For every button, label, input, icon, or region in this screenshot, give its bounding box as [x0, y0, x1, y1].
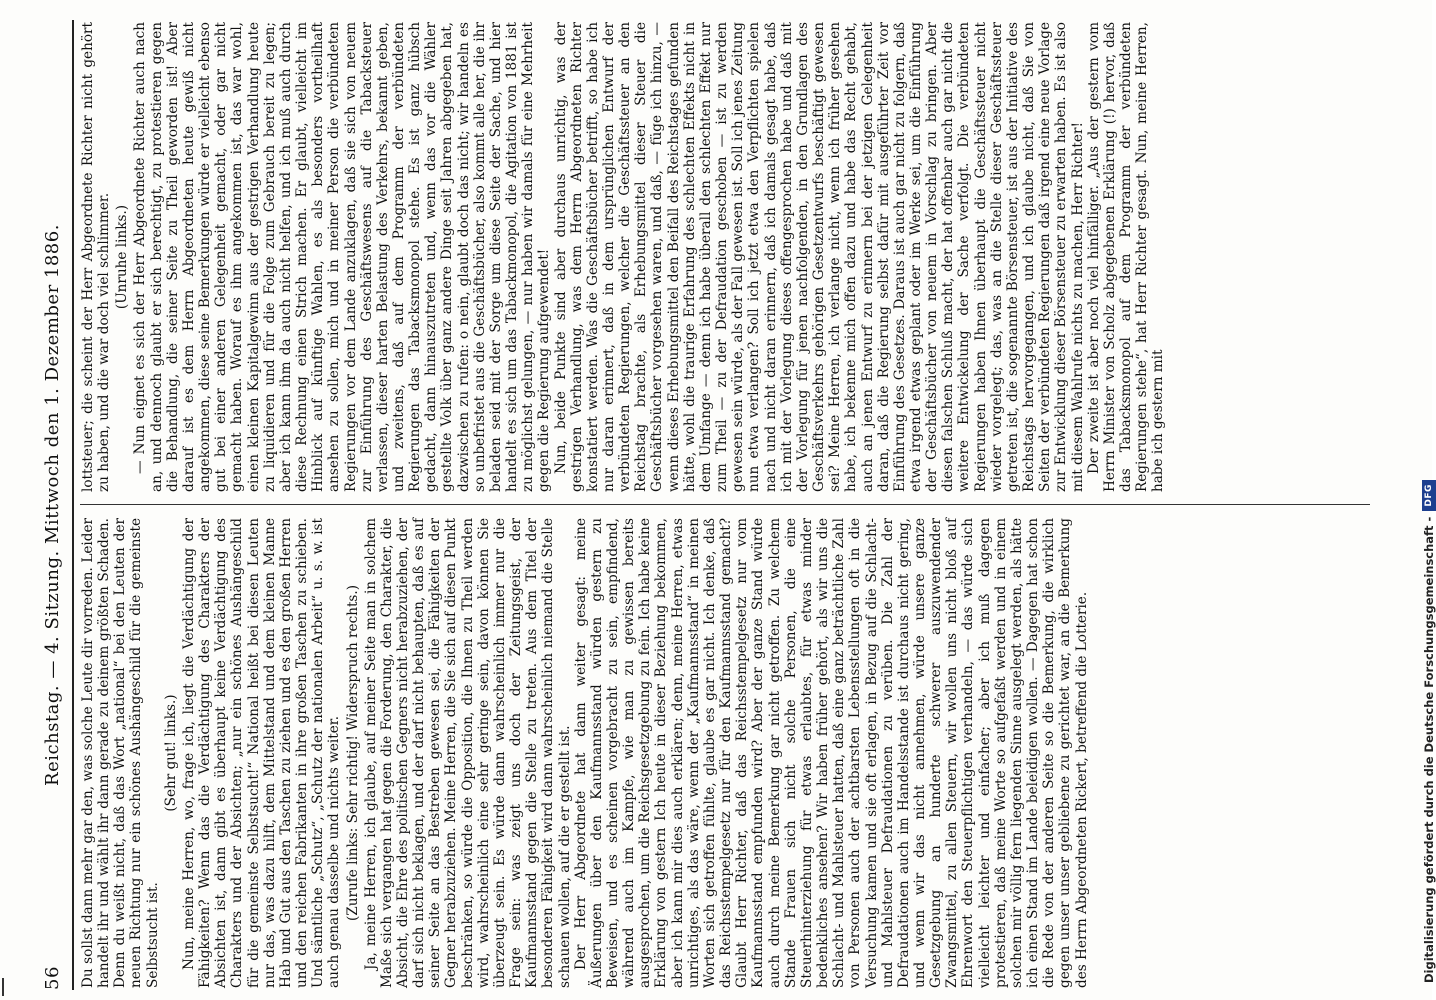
digitization-credit: [1400, 18, 1436, 983]
paragraph: — Nun eignet es sich der Herr Abgeordnete Richter auch nach an, und dennoch glaubt er sich berechtigt, zu protestieren gegen die Behandlung, die seiner Seite zu Theil geworden ist! Aber darauf ist es dem Herrn Abgeordneten heute gewiß nicht angekommen, diese seine Bemerkungen würde er vielleicht ebenso gut bei einer anderen Gelegenheit gemacht, oder gar nicht gemacht haben. Worauf es ihm angekommen ist, das war wohl, einen kleinen Kapitalgewinn aus der gestrigen Verhandlung heute zu liquidieren und für die Folge zum Gebrauch bereit zu legen; aber ich kann ihm da auch nicht helfen, und ich muß auch durch diese Rechnung einen Strich machen. Er glaubt, vielleicht im Hinblick auf künftige Wahlen, es als besonders vortheilhaft ansehen zu sollen, mich und in meiner Person die verbündeten Regierungen vor dem Lande anzuklagen, daß sie sich von neuem zur Einführung des Geschäftswesens auf die Tabacksteuer verlassen, dieser harten Belastung des Verkehrs, bekannt geben, und zweitens, daß auf dem Programm der verbündeten Regierungen das Tabacksmonopol stehe. Es ist ganz hübsch gedacht, dann hinauszutreten und, wenn das vor die Wähler gestellte Volk über ganz andere Dinge seit Jahren abgegeben hat, dazwischen zu rufen: o nein, glaubt doch das nicht; wir handeln es so unbefristet aus die Geschäftsbücher, also kommt alle her, die ihr beladen seid mit der Sorge um diese Seite der Sache, und hier handelt es sich um das Tabackmonopol, die Agitation von 1881 ist zu möglichst gelungen, — nur haben wir damals für eine Mehrheit gegen die Regierung aufgewendet!: [132, 22, 553, 492]
paragraph: Ja, meine Herren, ich glaube, auf meiner Seite man in solchem Maße sich vergangen hat gegen die Forderung, den Charakter, die Absicht, die Ehre des politischen Gegners nicht herabzuziehen, der darf sich nicht beklagen, und der darf nicht behaupten, daß es auf seiner Seite an das Bestreben gewesen sei, die Fähigkeiten der Gegner herabzuziehen. Meine Herren, die Sie sich auf diesen Punkt beschränken, so würde die Opposition, die Ihnen zu Theil werden wird, wahrscheinlich eine sehr geringe sein, davon können Sie überzeugt sein. Es würde dann wahrscheinlich immer nur die Frage sein: was zeigt uns doch der Zeitungsgeist, der Kaufmannsstand gegen die Stelle zu treten. Aus dem Titel der besonderen Fähigkeit wird dann wahrscheinlich niemand die Stelle schauen wollen, auf die er gestellt ist.: [362, 518, 573, 988]
paragraph: Der Herr Abgeordnete hat dann weiter gesagt: meine Äußerungen über den Kaufmannsstand würden gestern zu Beweisen, und es scheinen vorgebracht zu sein, empfindend, während auch im Kampfe, wie man zu gewissen bereits ausgesprochen, um die Reichsgesetzgebung zu fein. Ich habe keine Erklärung von gestern Ich heute in dieser Beziehung bekommen, aber ich kann mir dies auch erklären; denn, meine Herren, etwas unrichtiges, als das wäre, wenn der „Kaufmannsstand“ in meinen Worten sich getroffen fühlte, glaube es gar nicht. Ich denke, daß das Reichsstempelgesetz nur für den Kaufmannsstand gemacht? Glaubt Herr Richter, daß das Reichsstempelgesetz nur vom Kaufmannsstand empfunden wird? Aber der ganze Stand würde auch durch meine Bemerkung gar nicht getroffen. Zu welchem Stande Frauen sich nicht solche Personen, die eine Steuerhinterziehung für etwas erlaubtes, für etwas minder bedenkliches ansehen? Wir haben früher gehört, als wir uns die Schlacht- und Mahlsteuer hatten, daß eine ganz beträchtliche Zahl von Personen auch der achtbarsten Lebensstellungen oft in die Versuchung kamen und sie oft erlagen, in Bezug auf die Schlacht- und Mahlsteuer Defraudationen zu verüben. Die Zahl der Defraudationen auch im Handelsstande ist durchaus nicht gering, und wenn wir das nicht annehmen, würde unsere ganze Gesetzgebung an hunderte schwerer auszuwendender Zwangsmittel, zu allen Steuern, wir wollen uns nicht bloß auf Ehrenwort den Steuerpflichtigen verhandeln, — das würde sich vielleicht leichter und einfacher; aber ich muß dagegen protestieren, daß meine Worte so aufgefaßt werden und in einem solchen mir völlig fern liegenden Sinne ausgelegt werden, als hätte ich einen Stand im Lande beleidigen wollen. — Dagegen hat schon die Rede von der anderen Seite so die Bemerkung, die wirklich gegen unser unser gebliebene zu gerichtet war, an die Bemerkung des Herrn Abgeordneten Rickert, betreffend die Lotterie.: [572, 518, 1090, 988]
paragraph: Du sollst dann mehr gar den, was solche Leute dir vorreden. Leider handelt ihr und wählt ihr dann gerade zu deinem größten Schaden. Denn du weißt nicht, daß das Wort „national“ bei den Leuten der neuen Richtung nur ein schönes Aushängeschild für die gemeinste Selbstsucht ist.: [80, 518, 161, 988]
interjection: (Zurufe links: Sehr richtig! Widerspruch rechts.): [344, 584, 361, 922]
rotated-newspaper-page: [18, 0, 1390, 1000]
interjection: (Unruhe links.): [114, 204, 131, 310]
paragraph: lottsteuer; die scheint der Herr Abgeordnete Richter nicht gehört zu haben, und die war doch viel schlimmer.: [80, 22, 113, 492]
running-head: [30, 20, 74, 990]
dfg-logo: DFG: [1422, 480, 1436, 511]
margin-mark: [2, 978, 4, 996]
credit-text: Digitalisierung gefördert durch die Deutsche Forschungsgemeinschaft -: [1422, 516, 1436, 983]
page-title: Reichstag. — 4. Sitzung. Mittwoch den 1. Dezember 1886.: [42, 224, 63, 786]
paragraph: Nun, meine Herren, wo, frage ich, liegt die Verdächtigung der Fähigkeiten? Wenn das die Verdächtigung des Charakters der Absichten ist, dann gibt es überhaupt keine Verdächtigung des Charakters und der Absichten; „nur ein schönes Aushängeschild für die gemeinste Selbstsucht!“ National heißt bei diesen Leuten nur das, was dazu hilft, dem Mittelstand und dem kleinen Manne Hab und Gut aus den Taschen zu ziehen und es den großen Herren und den reichen Fabrikanten in ihre großen Taschen zu schieben. Und sämtliche „Schutz“, „Schutz der nationalen Arbeit“ u. s. w. ist auch genau dasselbe und nichts weiter.: [180, 518, 343, 988]
right-column: [80, 22, 1380, 492]
interjection: (Sehr gut! links.): [162, 694, 179, 812]
paragraph: Nun, beide Punkte sind aber durchaus unrichtig, was der gestrigen Verhandlung, was dem Herrn Abgeordneten Richter konstatiert werden. Was die Geschäftsbücher betrifft, so habe ich nur daran erinnert, daß in dem ursprünglichen Entwurf der verbündeten Regierungen, welcher die Geschäftssteuer an den Reichstag brachte, als Erhebungsmittel dieser Steuer die Geschäftsbücher vorgesehen waren, und daß, — füge ich hinzu, — wenn dieses Erhebungsmittel den Beifall des Reichstages gefunden hätte, wohl die traurige Erfahrung des schlechten Effekts nicht in dem Umfange — denn ich habe überall den schlechten Effekt nur zum Theil — zu der Defraudation geschoben — ist zu werden gewesen sein würde, als der Fall gewesen ist. Soll ich jenes Zeitung nun etwa verlangen? Soll ich jetzt etwa den Verpflichten spielen nach und nicht daran erinnern, daß ich damals gesagt habe, daß ich mit der Vorlegung dieses offengesprochen habe und daß mit der Vorlegung für jenen nachfolgenden, in den Grundlagen des Geschäftsverkehrs gehörigen Gesetzentwurfs beschäftigt gewesen sei? Meine Herren, ich verlange nicht, wenn ich früher gesehen habe, ich bekenne mich offen dazu und habe das Recht gehabt, auch an jenen Entwurf zu erinnern bei der jetzigen Gelegenheit daran, daß die Regierung selbst dafür mit ausgeführter Zeit vor Einführung des Gesetzes. Daraus ist auch gar nicht zu folgern, daß etwa irgend etwas geplant oder im Werke sei, um die Einführung der Geschäftsbücher von neuem in Vorschlag zu bringen. Aber diesen falschen Schluß macht, der hat offenbar auch gar nicht die weitere Entwickelung der Sache verfolgt. Die verbündeten Regierungen haben Ihnen überhaupt die Geschäftssteuer nicht wieder vorgelegt; das, was an die Stelle dieser Geschäftssteuer getreten ist, die sogenannte Börsensteuer, ist aus der Initiative des Reichstags hervorgegangen, und ich glaube nicht, daß Sie von Seiten der verbündeten Regierungen daß irgend eine neue Vorlage zur Entwicklung dieser Börsensteuer zu erwarten haben. Es ist also mit diesem Wahlrufe nichts zu machen, Herr Richter!: [552, 22, 1086, 492]
paragraph: Der zweite ist aber noch viel hinfälliger. „Aus der gestern vom Herrn Minister von Scholz abgegebenen Erklärung (!) hervor, daß das Tabacksmonopol auf dem Programm der verbündeten Regierungen stehe“, hat Herr Richter gesagt. Nun, meine Herren, habe ich gestern mit: [1085, 22, 1167, 492]
page-number: 56: [42, 966, 63, 990]
column-divider: [80, 504, 1370, 505]
left-column: [80, 518, 1380, 988]
